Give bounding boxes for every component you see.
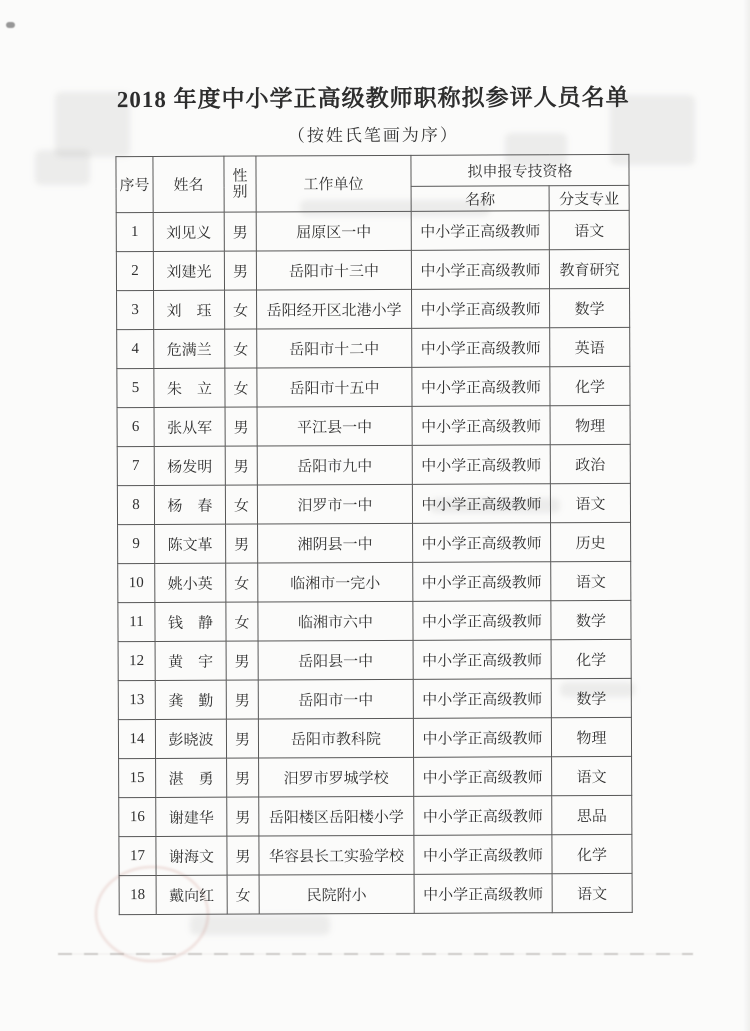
cell-work-unit: 湘阴县一中 <box>258 523 413 563</box>
cell-work-unit: 岳阳市十三中 <box>256 250 411 290</box>
cell-name: 刘 珏 <box>154 290 225 329</box>
cell-serial: 13 <box>118 680 155 719</box>
cell-branch-specialty: 数学 <box>551 600 631 639</box>
cell-serial: 3 <box>117 290 154 329</box>
table-row <box>118 561 631 602</box>
cell-gender: 女 <box>225 329 257 368</box>
cell-branch-specialty: 政治 <box>550 444 630 483</box>
cell-branch-specialty: 思品 <box>552 795 632 834</box>
table-body <box>116 210 632 914</box>
cell-serial: 6 <box>117 407 154 446</box>
cell-serial: 2 <box>116 251 153 290</box>
cell-name: 谢建华 <box>156 797 227 836</box>
cell-qualification: 中小学正高级教师 <box>412 445 550 485</box>
cell-gender: 女 <box>226 563 258 602</box>
cell-gender: 男 <box>227 797 259 836</box>
header-unit: 工作单位 <box>256 155 411 212</box>
cell-branch-specialty: 教育研究 <box>549 249 629 288</box>
cell-gender: 男 <box>226 524 258 563</box>
page-subtitle: （按姓氏笔画为序） <box>287 125 459 146</box>
cell-serial: 10 <box>118 563 155 602</box>
table-row <box>117 288 630 329</box>
cell-gender: 男 <box>227 758 259 797</box>
cell-qualification: 中小学正高级教师 <box>413 718 551 758</box>
cell-gender: 女 <box>225 485 257 524</box>
table-row <box>118 600 631 641</box>
cell-gender: 女 <box>225 290 257 329</box>
cell-branch-specialty: 化学 <box>551 639 631 678</box>
cell-branch-specialty: 语文 <box>550 483 630 522</box>
cell-branch-specialty: 语文 <box>551 561 631 600</box>
cell-qualification: 中小学正高级教师 <box>412 406 550 446</box>
cell-qualification: 中小学正高级教师 <box>413 679 551 719</box>
cell-branch-specialty: 物理 <box>550 405 630 444</box>
cell-serial: 7 <box>117 446 154 485</box>
cell-qualification: 中小学正高级教师 <box>412 484 550 524</box>
cell-serial: 8 <box>117 485 154 524</box>
cell-gender: 男 <box>227 836 259 875</box>
cell-name: 黄 宇 <box>155 641 226 680</box>
cell-name: 刘见义 <box>153 212 224 251</box>
cell-work-unit: 岳阳市十二中 <box>257 328 412 368</box>
cell-name: 刘建光 <box>153 251 224 290</box>
cell-serial: 4 <box>117 329 154 368</box>
table-row <box>118 678 631 719</box>
table-row <box>117 483 630 524</box>
cell-qualification: 中小学正高级教师 <box>411 211 549 251</box>
cell-name: 杨 春 <box>154 485 225 524</box>
cell-work-unit: 临湘市一完小 <box>258 562 413 602</box>
table-row <box>119 834 632 875</box>
table-row <box>117 327 630 368</box>
cell-name: 戴向红 <box>156 875 227 914</box>
cell-branch-specialty: 语文 <box>552 873 632 912</box>
cell-gender: 男 <box>226 719 258 758</box>
table-row <box>119 756 632 797</box>
cell-name: 龚 勤 <box>155 680 226 719</box>
cell-name: 彭晓波 <box>155 719 226 758</box>
cell-branch-specialty: 物理 <box>551 717 631 756</box>
table-row <box>116 210 629 251</box>
header-gender <box>224 156 256 212</box>
cell-name: 杨发明 <box>154 446 225 485</box>
table-row <box>117 405 630 446</box>
cell-branch-specialty: 语文 <box>549 210 629 249</box>
cell-work-unit: 岳阳市一中 <box>258 679 413 719</box>
cell-gender: 男 <box>225 407 257 446</box>
cell-qualification: 中小学正高级教师 <box>414 796 552 836</box>
header-qualification-name: 名称 <box>411 186 549 212</box>
table-header <box>116 154 629 212</box>
cell-work-unit: 民院附小 <box>259 874 414 914</box>
cell-qualification: 中小学正高级教师 <box>412 367 550 407</box>
cell-serial: 11 <box>118 602 155 641</box>
cell-work-unit: 屈原区一中 <box>256 211 411 251</box>
cell-gender: 男 <box>224 212 256 251</box>
header-branch: 分支专业 <box>549 185 629 210</box>
cell-name: 张从军 <box>154 407 225 446</box>
table-row <box>117 366 630 407</box>
cell-work-unit: 临湘市六中 <box>258 601 413 641</box>
cell-name: 湛 勇 <box>156 758 227 797</box>
cell-work-unit: 岳阳市九中 <box>257 445 412 485</box>
cell-work-unit: 汨罗市罗城学校 <box>259 757 414 797</box>
table-row <box>119 795 632 836</box>
cell-qualification: 中小学正高级教师 <box>414 874 552 914</box>
cell-branch-specialty: 英语 <box>550 327 630 366</box>
cell-serial: 18 <box>119 875 156 914</box>
cell-work-unit: 岳阳市十五中 <box>257 367 412 407</box>
table-row <box>117 444 630 485</box>
cell-gender: 女 <box>226 602 258 641</box>
header-name: 姓名 <box>153 156 224 212</box>
cell-work-unit: 华容县长工实验学校 <box>259 835 414 875</box>
cell-gender: 男 <box>226 680 258 719</box>
cell-serial: 14 <box>118 719 155 758</box>
cell-name: 姚小英 <box>155 563 226 602</box>
cell-qualification: 中小学正高级教师 <box>413 601 551 641</box>
cell-serial: 1 <box>116 212 153 251</box>
cell-qualification: 中小学正高级教师 <box>414 757 552 797</box>
header-gender-line2: 别 <box>232 184 248 201</box>
cell-gender: 男 <box>224 251 256 290</box>
table-row <box>118 639 631 680</box>
cell-serial: 5 <box>117 368 154 407</box>
table-row <box>116 249 629 290</box>
roster-table <box>115 154 632 915</box>
cell-qualification: 中小学正高级教师 <box>413 523 551 563</box>
cell-branch-specialty: 历史 <box>551 522 631 561</box>
cell-gender: 女 <box>225 368 257 407</box>
cell-branch-specialty: 数学 <box>551 678 631 717</box>
cell-qualification: 中小学正高级教师 <box>413 640 551 680</box>
cell-serial: 15 <box>119 758 156 797</box>
cell-work-unit: 平江县一中 <box>257 406 412 446</box>
table-row <box>118 717 631 758</box>
cell-qualification: 中小学正高级教师 <box>412 328 550 368</box>
table-row <box>119 873 632 914</box>
cell-gender: 男 <box>226 641 258 680</box>
cell-work-unit: 岳阳县一中 <box>258 640 413 680</box>
header-gender-line1: 性 <box>232 168 248 185</box>
cell-work-unit: 岳阳楼区岳阳楼小学 <box>259 796 414 836</box>
cell-qualification: 中小学正高级教师 <box>414 835 552 875</box>
table-row <box>118 522 631 563</box>
cell-serial: 9 <box>118 524 155 563</box>
cell-name: 钱 静 <box>155 602 226 641</box>
cell-branch-specialty: 化学 <box>552 834 632 873</box>
cell-serial: 16 <box>119 797 156 836</box>
cell-name: 陈文革 <box>155 524 226 563</box>
cell-name: 朱 立 <box>154 368 225 407</box>
cell-gender: 女 <box>227 875 259 914</box>
cell-gender: 男 <box>225 446 257 485</box>
cell-name: 危满兰 <box>154 329 225 368</box>
cell-name: 谢海文 <box>156 836 227 875</box>
cell-branch-specialty: 语文 <box>552 756 632 795</box>
cell-qualification: 中小学正高级教师 <box>413 562 551 602</box>
cell-work-unit: 汨罗市一中 <box>257 484 412 524</box>
header-serial: 序号 <box>116 156 153 212</box>
cell-qualification: 中小学正高级教师 <box>411 250 549 290</box>
cell-work-unit: 岳阳经开区北港小学 <box>257 289 412 329</box>
cell-branch-specialty: 化学 <box>550 366 630 405</box>
cell-qualification: 中小学正高级教师 <box>412 289 550 329</box>
cell-work-unit: 岳阳市教科院 <box>258 718 413 758</box>
cell-branch-specialty: 数学 <box>550 288 630 327</box>
page-title: 2018 年度中小学正高级教师职称拟参评人员名单 <box>116 84 630 113</box>
cell-serial: 12 <box>118 641 155 680</box>
header-qualification-group: 拟申报专技资格 <box>411 154 629 186</box>
cell-serial: 17 <box>119 836 156 875</box>
